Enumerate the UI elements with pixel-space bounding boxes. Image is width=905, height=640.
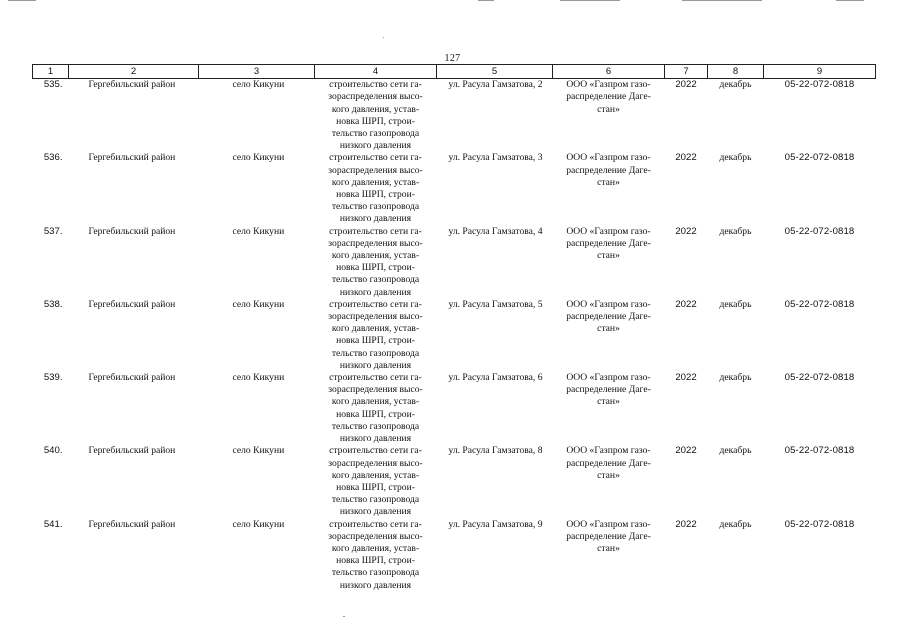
district-cell: Гергебильский район: [88, 445, 176, 457]
scan-artifact: [682, 0, 762, 1]
row-number: 538.: [43, 298, 63, 310]
column-number-9: 9: [764, 65, 876, 79]
page-number: 127: [444, 53, 461, 64]
settlement-cell: село Кикуни: [232, 79, 285, 91]
scan-artifact: [560, 0, 620, 1]
table-row: [33, 79, 876, 153]
settlement-cell: село Кикуни: [232, 225, 285, 237]
code-cell: 05-22-072-0818: [784, 518, 855, 530]
street-address-cell: ул. Расула Гамзатова, 5: [448, 298, 543, 310]
organization-cell: ООО «Газпром газо- распределение Даге- стан»: [566, 298, 651, 335]
table-row: [33, 372, 876, 445]
code-cell: 05-22-072-0818: [784, 152, 855, 164]
year-cell: 2022: [675, 298, 697, 310]
row-number: 535.: [43, 79, 63, 91]
month-cell: декабрь: [719, 79, 752, 91]
table-row: [33, 445, 876, 518]
scan-artifact: [478, 0, 494, 1]
work-description-cell: строительство сети га- зораспределения высо- кого давления, устав- новка ШРП, строи- тельство газопровода низкого давления: [328, 152, 423, 225]
row-number: 536.: [43, 152, 63, 164]
scan-artifact: [383, 37, 384, 38]
column-number-8: 8: [708, 65, 764, 79]
code-cell: 05-22-072-0818: [784, 298, 855, 310]
column-number-1: 1: [33, 65, 69, 79]
settlement-cell: село Кикуни: [232, 372, 285, 384]
year-cell: 2022: [675, 79, 697, 91]
district-cell: Гергебильский район: [88, 152, 176, 164]
year-cell: 2022: [675, 372, 697, 384]
year-cell: 2022: [675, 152, 697, 164]
organization-cell: ООО «Газпром газо- распределение Даге- стан»: [566, 518, 651, 554]
column-number-2: 2: [69, 65, 199, 79]
month-cell: декабрь: [719, 372, 752, 384]
row-number: 539.: [43, 372, 63, 384]
row-number: 540.: [43, 445, 63, 457]
work-description-cell: строительство сети га- зораспределения высо- кого давления, устав- новка ШРП, строи- тельство газопровода низкого давления: [328, 225, 423, 298]
work-description-cell: строительство сети га- зораспределения высо- кого давления, устав- новка ШРП, строи- тельство газопровода низкого давления: [328, 372, 423, 445]
street-address-cell: ул. Расула Гамзатова, 6: [448, 372, 543, 384]
table-row: [33, 299, 876, 372]
month-cell: декабрь: [719, 298, 752, 310]
street-address-cell: ул. Расула Гамзатова, 2: [448, 79, 543, 91]
column-number-7: 7: [665, 65, 708, 79]
organization-cell: ООО «Газпром газо- распределение Даге- стан»: [566, 445, 651, 481]
organization-cell: ООО «Газпром газо- распределение Даге- стан»: [566, 225, 651, 262]
code-cell: 05-22-072-0818: [784, 225, 855, 237]
month-cell: декабрь: [719, 152, 752, 164]
month-cell: декабрь: [719, 445, 752, 457]
code-cell: 05-22-072-0818: [784, 79, 855, 91]
month-cell: декабрь: [719, 225, 752, 237]
code-cell: 05-22-072-0818: [784, 372, 855, 384]
street-address-cell: ул. Расула Гамзатова, 9: [448, 518, 543, 530]
column-number-6: 6: [553, 65, 665, 79]
work-description-cell: строительство сети га- зораспределения высо- кого давления, устав- новка ШРП, строи- тельство газопровода низкого давления: [328, 518, 423, 591]
row-number: 541.: [43, 518, 63, 530]
district-cell: Гергебильский район: [88, 298, 176, 310]
organization-cell: ООО «Газпром газо- распределение Даге- стан»: [566, 372, 651, 408]
month-cell: декабрь: [719, 518, 752, 530]
district-cell: Гергебильский район: [88, 518, 176, 530]
scan-artifact: [836, 0, 864, 1]
organization-cell: ООО «Газпром газо- распределение Даге- стан»: [566, 79, 651, 115]
document-table: [32, 64, 876, 592]
work-description-cell: строительство сети га- зораспределения высо- кого давления, устав- новка ШРП, строи- тельство газопровода низкого давления: [328, 445, 423, 518]
year-cell: 2022: [675, 225, 697, 237]
street-address-cell: ул. Расула Гамзатова, 3: [448, 152, 543, 164]
district-cell: Гергебильский район: [88, 372, 176, 384]
work-description-cell: строительство сети га- зораспределения высо- кого давления, устав- новка ШРП, строи- тельство газопровода низкого давления: [328, 298, 423, 371]
settlement-cell: село Кикуни: [232, 298, 285, 310]
year-cell: 2022: [675, 445, 697, 457]
district-cell: Гергебильский район: [88, 79, 176, 91]
code-cell: 05-22-072-0818: [784, 445, 855, 457]
street-address-cell: ул. Расула Гамзатова, 4: [448, 225, 543, 237]
street-address-cell: ул. Расула Гамзатова, 8: [448, 445, 543, 457]
settlement-cell: село Кикуни: [232, 445, 285, 457]
table-row: [33, 152, 876, 225]
table-row: [33, 226, 876, 299]
scan-artifact: [343, 616, 345, 617]
column-number-header-row: [33, 65, 876, 79]
scan-artifact: [8, 0, 36, 1]
organization-cell: ООО «Газпром газо- распределение Даге- стан»: [566, 152, 651, 188]
settlement-cell: село Кикуни: [232, 518, 285, 530]
year-cell: 2022: [675, 518, 697, 530]
column-number-3: 3: [199, 65, 315, 79]
row-number: 537.: [43, 225, 63, 237]
column-number-5: 5: [437, 65, 553, 79]
work-description-cell: строительство сети га- зораспределения высо- кого давления, устав- новка ШРП, строи- тельство газопровода низкого давления: [328, 79, 423, 152]
district-cell: Гергебильский район: [88, 225, 176, 237]
settlement-cell: село Кикуни: [232, 152, 285, 164]
table-row: [33, 519, 876, 592]
column-number-4: 4: [315, 65, 437, 79]
